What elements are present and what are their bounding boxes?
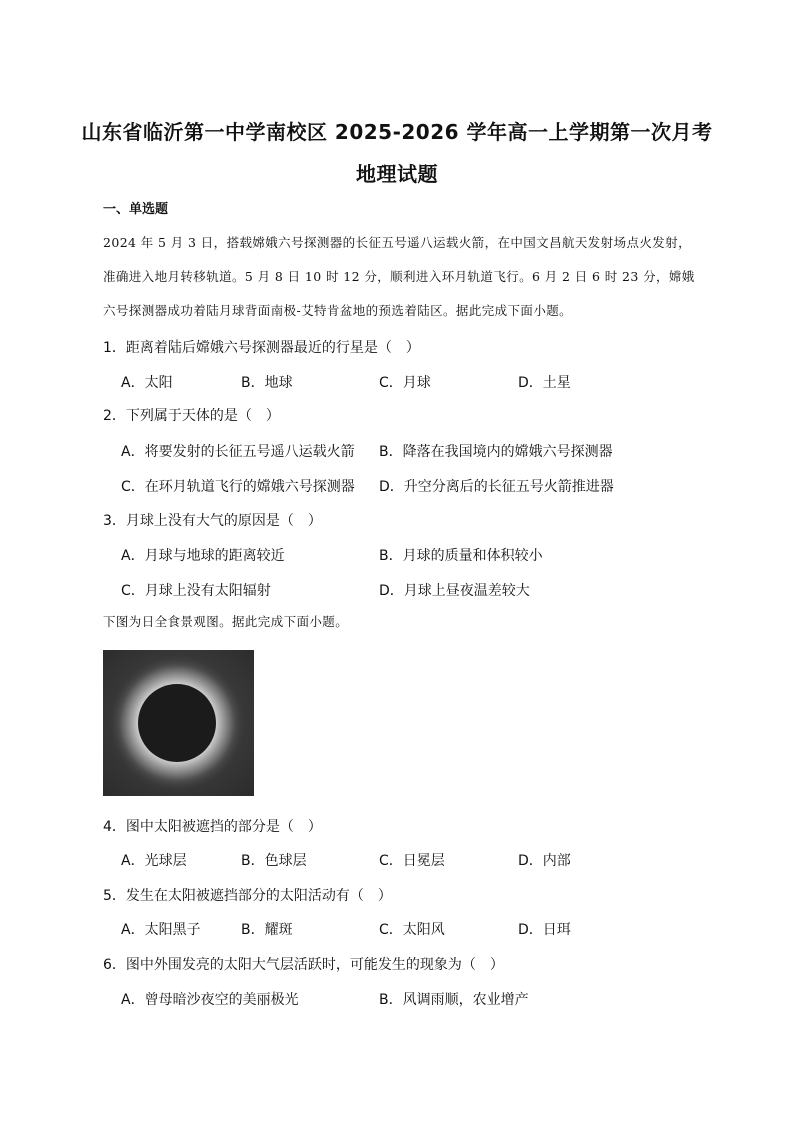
passage-text: 2024 年 5 月 3 日，搭载嫦娥六号探测器的长征五号遥八运载火箭，在中国文昌航天发射场点火发射，准确进入地月转移轨道。5 月 8 日 10 时 12 分，顺利进入环月轨道飞行。6 月 2 日 6 时 23 分，嫦娥六号探测器成功着陆月球背面南极-艾特肯盆地的预选着陆区。据此完成下面小题。	[103, 235, 695, 318]
question-4-option-b: B．色球层	[241, 853, 307, 869]
document-subtitle: 地理试题	[356, 162, 438, 186]
question-4-option-c: C．日冕层	[379, 853, 445, 869]
question-2-option-b: B．降落在我国境内的嫦娥六号探测器	[379, 444, 613, 460]
question-4-option-d: D．内部	[518, 853, 571, 869]
question-1-option-b: B．地球	[241, 375, 293, 391]
moon-disk	[138, 684, 216, 762]
question-6-option-a: A．曾母暗沙夜空的美丽极光	[121, 992, 299, 1008]
eclipse-image	[103, 650, 254, 796]
section-heading: 一、单选题	[103, 202, 169, 217]
question-2-option-d: D．升空分离后的长征五号火箭推进器	[379, 479, 614, 495]
question-1-option-a: A．太阳	[121, 375, 173, 391]
question-1-option-d: D．土星	[518, 375, 571, 391]
question-4-stem: 4．图中太阳被遮挡的部分是（ ）	[103, 819, 322, 835]
question-6-stem: 6．图中外围发亮的太阳大气层活跃时，可能发生的现象为（ ）	[103, 957, 504, 973]
question-1-stem: 1．距离着陆后嫦娥六号探测器最近的行星是（ ）	[103, 340, 420, 356]
question-2-option-a: A．将要发射的长征五号遥八运载火箭	[121, 444, 355, 460]
question-3-stem: 3．月球上没有大气的原因是（ ）	[103, 513, 322, 529]
question-2-stem: 2．下列属于天体的是（ ）	[103, 408, 280, 424]
question-5-option-c: C．太阳风	[379, 922, 445, 938]
question-3-option-c: C．月球上没有太阳辐射	[121, 583, 271, 599]
question-6-option-b: B．风调雨顺，农业增产	[379, 992, 529, 1008]
passage-text-2: 下图为日全食景观图。据此完成下面小题。	[103, 614, 349, 629]
question-5-option-a: A．太阳黑子	[121, 922, 201, 938]
question-5-stem: 5．发生在太阳被遮挡部分的太阳活动有（ ）	[103, 888, 392, 904]
question-3-option-d: D．月球上昼夜温差较大	[379, 583, 530, 599]
question-5-option-d: D．日珥	[518, 922, 571, 938]
question-4-option-a: A．光球层	[121, 853, 187, 869]
question-3-option-b: B．月球的质量和体积较小	[379, 548, 543, 564]
solar-eclipse-photo	[103, 650, 254, 796]
question-1-option-c: C．月球	[379, 375, 431, 391]
question-5-option-b: B．耀斑	[241, 922, 293, 938]
document-title: 山东省临沂第一中学南校区 2025-2026 学年高一上学期第一次月考	[81, 120, 713, 144]
question-3-option-a: A．月球与地球的距离较近	[121, 548, 285, 564]
question-2-option-c: C．在环月轨道飞行的嫦娥六号探测器	[121, 479, 355, 495]
